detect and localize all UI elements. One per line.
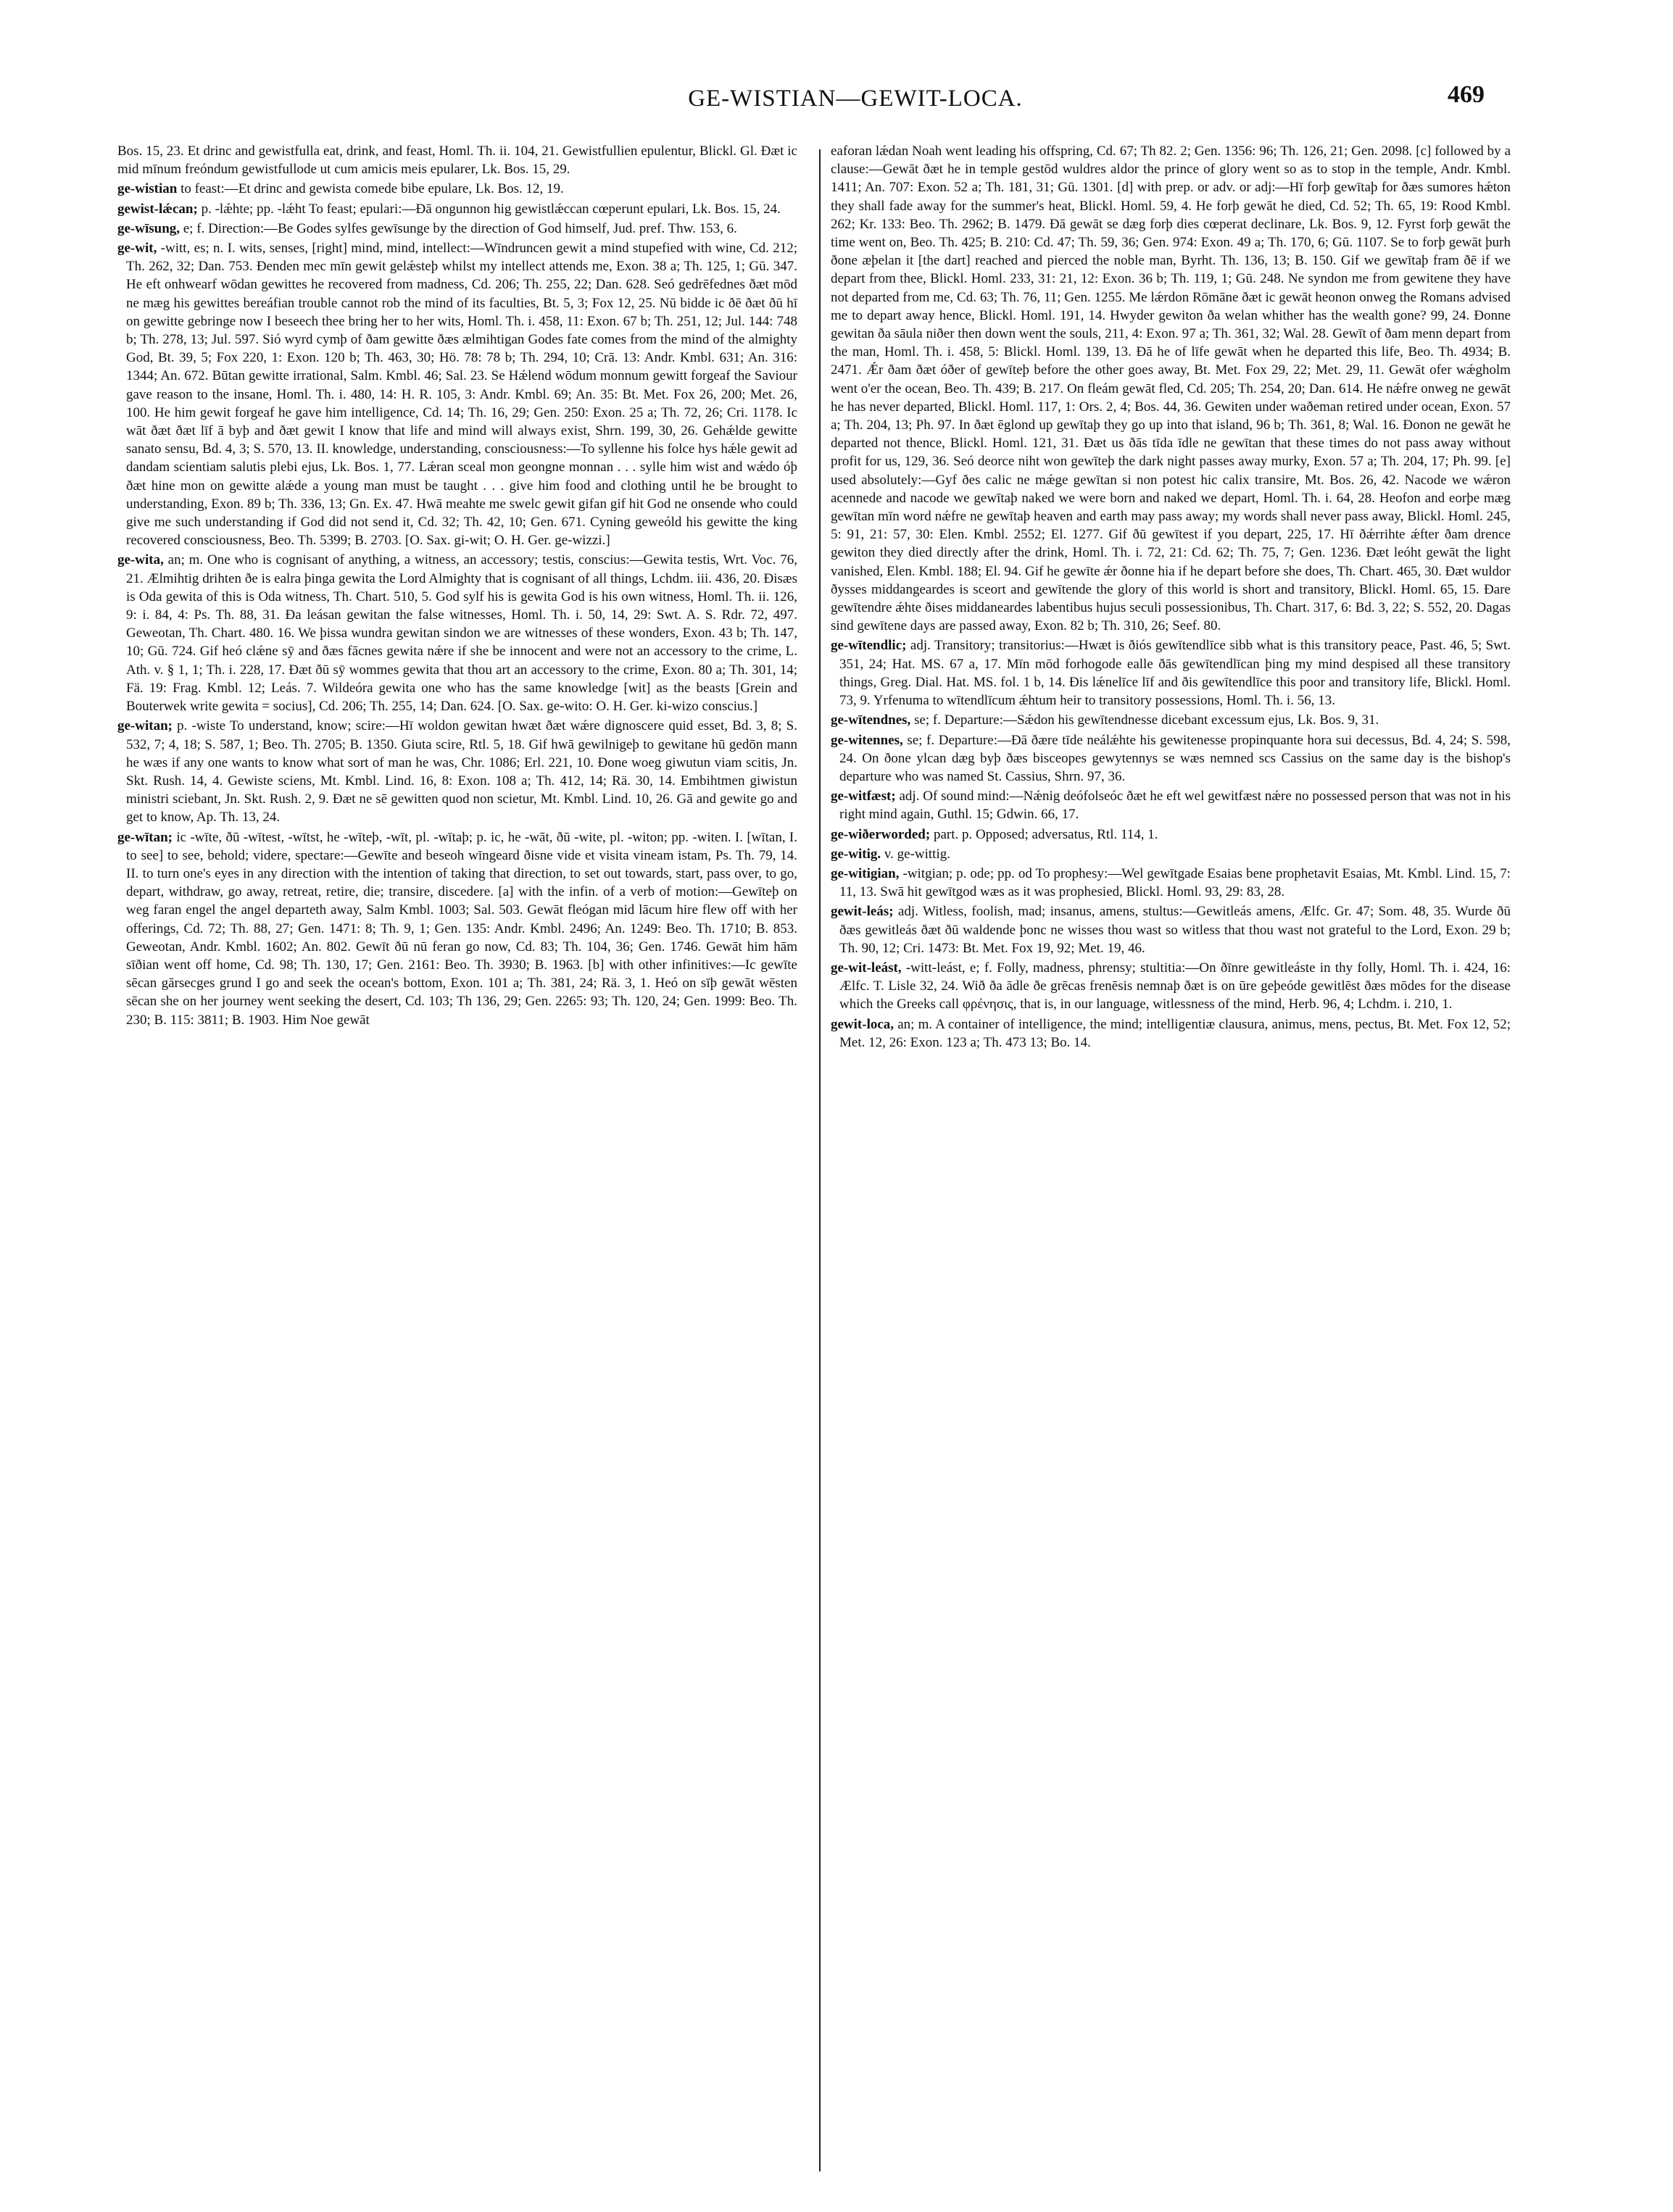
- entry-text: to feast:—Et drinc and gewista comede bibe epulare, Lk. Bos. 12, 19.: [180, 181, 564, 197]
- entry-text: Bos. 15, 23. Et drinc and gewistfulla eat, drink, and feast, Homl. Th. ii. 104, 21. Gewistfullien epulentur, Blickl. Gl. Ðæt ic mid mīnum freóndum gewistfullode ut cum amicis meis epularer, Lk. Bos. 15, 29.: [117, 144, 797, 178]
- entry-text: adj. Transitory; transitorius:—Hwæt is ðiós gewītendlīce sibb what is this transitory peace, Past. 46, 5; Swt. 351, 24; Hat. MS. 67 a, 17. Mīn mōd forhogode ealle ðās gewītendlīcan þing my mind despised all these transitory things, Greg. Dial. Hat. MS. fol. 1 b, 14. Ðis lǽnelīce līf and ðis gewītendlīce this poor and transitory life, Blickl. Homl. 73, 9. Yrfenuma to wītendlīcum ǽhtum heir to transitory possessions, Homl. Th. i. 56, 13.: [839, 638, 1511, 709]
- entry-text: -witt-leást, e; f. Folly, madness, phrensy; stultitia:—On ðīnre gewitleáste in thy folly, Homl. Th. i. 424, 16: Ælfc. T. Lisle 32, 24. Wið ða ādle ðe grēcas frenēsis nemnaþ ðæt is on ūre geþeóde gewitlēst ðæs mōdes for the disease which the Greeks call φρένησις, that is, in our language, witlessness of the mind, Herb. 96, 4; Lchdm. i. 210, 1.: [839, 960, 1511, 1013]
- dictionary-entry: [831, 142, 1511, 635]
- dictionary-entry: [831, 826, 1511, 844]
- entry-text: se; f. Departure:—Sǽdon his gewītendnesse dicebant excessum ejus, Lk. Bos. 9, 31.: [914, 712, 1379, 728]
- dictionary-entry: [831, 845, 1511, 863]
- entry-headword: ge-wit,: [117, 241, 157, 257]
- dictionary-entry: [831, 787, 1511, 823]
- entry-headword: ge-wiðerworded;: [831, 826, 931, 842]
- dictionary-entry: [831, 902, 1511, 957]
- entry-headword: ge-wītendlic;: [831, 638, 907, 654]
- dictionary-entry: [831, 865, 1511, 901]
- dictionary-entry: [117, 828, 797, 1029]
- dictionary-entry: [117, 142, 797, 178]
- entry-text: v. ge-wittig.: [884, 846, 950, 862]
- dictionary-entry: [117, 220, 797, 238]
- dictionary-entry: [117, 239, 797, 549]
- entry-text: part. p. Opposed; adversatus, Rtl. 114, 1.: [933, 826, 1158, 842]
- left-column: [117, 142, 797, 1031]
- entry-headword: ge-wistian: [117, 181, 178, 197]
- dictionary-entry: [831, 1015, 1511, 1052]
- entry-text: ic -wīte, ðū -wītest, -wītst, he -wīteþ, -wīt, pl. -wītaþ; p. ic, he -wāt, ðū -wite, pl. -witon; pp. -witen. I. [wītan, I. to see] to see, behold; videre, spectare:—Gewīte and beseoh wīngeard ðisne vide et visita vineam istam, Ps. Th. 79, 14. II. to turn one's eyes in any direction with the intention of taking that direction, to set out towards, start, pass over, to go, depart, withdraw, go away, retreat, retire, die; transire, discedere. [a] with the infin. of a verb of motion:—Gewīteþ on weg faran engel the angel departeth away, Salm Kmbl. 1003; Sal. 503. Gewāt fleógan mid lācum hire flew off with her offerings, Cd. 72; Th. 88, 27; Gen. 1471: 8; Th. 9, 1; Gen. 135: Andr. Kmbl. 2496; An. 1249: Beo. Th. 1710; B. 853. Geweotan, Andr. Kmbl. 1602; An. 802. Gewīt ðū nū feran go now, Cd. 83; Th. 104, 36; Gen. 1746. Gewāt him hām sīðian went off home, Cd. 98; Th. 130, 17; Gen. 2161: Beo. Th. 3930; B. 1963. [b] with other infinitives:—Ic gewīte sēcan gārsecges grund I go and seek the ocean's bottom, Exon. 101 a; Th. 381, 24; Rä. 3, 1. Heó on sīþ gewāt wēsten sēcan she on her journey went seeking the desert, Cd. 103; Th 136, 29; Gen. 2265: 93; Th. 120, 24; Gen. 1999: Beo. Th. 230; B. 115: 3811; B. 1903. Him Noe gewāt: [126, 829, 798, 1028]
- dictionary-entry: [831, 636, 1511, 710]
- page-header: [0, 81, 1673, 125]
- entry-headword: ge-wita,: [117, 552, 164, 568]
- entry-text: an; m. A container of intelligence, the mind; intelligentiæ clausura, animus, mens, pectus, Bt. Met. Fox 12, 52; Met. 12, 26: Exon. 123 a; Th. 473 13; Bo. 14.: [839, 1016, 1511, 1050]
- entry-headword: ge-wītan;: [117, 829, 173, 845]
- entry-headword: ge-wit-leást,: [831, 960, 902, 976]
- entry-text: e; f. Direction:—Be Godes sylfes gewīsunge by the direction of God himself, Jud. pref. Thw. 153, 6.: [183, 220, 737, 236]
- entry-text: -witgian; p. ode; pp. od To prophesy:—Wel gewītgade Esaias bene prophetavit Esaias, Mt. Kmbl. Lind. 15, 7: 11, 13. Swā hit gewītgod wæs as it was prophesied, Blickl. Homl. 93, 29: 83, 28.: [839, 865, 1511, 900]
- entry-headword: ge-witan;: [117, 718, 173, 734]
- dictionary-entry: [117, 551, 797, 715]
- entry-headword: gewit-leás;: [831, 904, 894, 920]
- entry-text: -witt, es; n. I. wits, senses, [right] mind, mind, intellect:—Wīndruncen gewit a mind stupefied with wine, Cd. 212; Th. 262, 32; Dan. 753. Ðenden mec mīn gewit gelǽsteþ whilst my intellect attends me, Exon. 38 a; Th. 125, 1; Gū. 347. He eft onhwearf wōdan gewittes he recovered from madness, Cd. 206; Th. 255, 22; Dan. 628. Seó gedrēfednes ðæt mōd ne mæg his gewittes bereáfian trouble cannot rob the mind of its faculties, Bt. 5, 3; Fox 12, 25. Nū bidde ic ðē ðæt ðū hī on gewitte gebringe now I beseech thee bring her to her wits, Homl. Th. i. 458, 11: Exon. 67 b; Th. 251, 12; Jul. 144: 748 b; Th. 278, 13; Jul. 597. Sió wyrd cymþ of ðam gewitte ðæs ælmihtigan Godes fate comes from the mind of the almighty God, Bt. 39, 5; Fox 220, 1: Exon. 120 b; Th. 463, 30; Hö. 78: 78 b; Th. 294, 10; Crā. 13: Andr. Kmbl. 631; An. 316: 1344; An. 672. Būtan gewitte irrational, Salm. Kmbl. 46; Sal. 23. Se Hǽlend wōdum monnum gewitt forgeaf the Saviour gave reason to the insane, Homl. Th. i. 480, 14: H. R. 105, 3: Andr. Kmbl. 69; An. 35: Bt. Met. Fox 26, 200; Met. 26, 100. He him gewit forgeaf he gave him intelligence, Cd. 14; Th. 16, 29; Gen. 250: Exon. 25 a; Th. 72, 26; Cri. 1178. Ic wāt ðæt ðæt līf ā byþ and ðæt gewit I know that life and mind will always exist, Shrn. 199, 30, 26. Gehǽlde gewitte sanato sensu, Bd. 4, 3; S. 570, 13. II. knowledge, understanding, consciousness:—To syllenne his folce hys hǽle gewit ad dandam scientiam salutis plebi ejus, Lk. Bos. 1, 77. Lǽran sceal mon geongne monnan . . . sylle him wist and wǽdo óþ ðæt hine mon on gewitte alǽde a young man must be taught . . . give him food and clothing until he be brought to understanding, Exon. 89 b; Th. 336, 13; Gn. Ex. 47. Hwā meahte me swelc gewit gifan gif hit God ne onsende who could give me such understanding if God did not send it, Cd. 32; Th. 42, 10; Gen. 671. Cyning geweóld his gewitte the king recovered consciousness, Beo. Th. 5399; B. 2703. [O. Sax. gi-wit; O. H. Ger. ge-wizzi.]: [126, 241, 797, 549]
- entry-headword: gewist-lǽcan;: [117, 201, 198, 217]
- entry-headword: ge-witig.: [831, 846, 881, 862]
- dictionary-entry: [831, 731, 1511, 786]
- entry-headword: ge-witigian,: [831, 865, 900, 881]
- entry-headword: ge-witfæst;: [831, 789, 896, 804]
- right-column: [831, 142, 1511, 1053]
- page-number: 469: [1448, 81, 1485, 108]
- running-title: GE-WISTIAN—GEWIT-LOCA.: [688, 86, 1023, 112]
- entry-headword: gewit-loca,: [831, 1016, 894, 1032]
- entry-text: p. -wiste To understand, know; scire:—Hī woldon gewitan hwæt ðæt wǽre dignoscere quid esset, Bd. 3, 8; S. 532, 7; 4, 18; S. 587, 1; Beo. Th. 2705; B. 1350. Giuta scire, Rtl. 5, 18. Gif hwā gewilnigeþ to gewitane hū gedōn mann he wæs if any one wants to know what sort of man he was, Chr. 1086; Erl. 221, 10. Ðone woeg giwutun viam scitis, Jn. Skt. Rush. 14, 4. Gewiste sciens, Mt. Kmbl. Lind. 16, 8: Exon. 108 a; Th. 412, 14; Rä. 30, 14. Embihtmen giwistun ministri sciebant, Jn. Skt. Rush. 2, 9. Ðæt ne sē gewitten quod non scietur, Mt. Kmbl. Lind. 10, 26. Gā and gewite go and get to know, Ap. Th. 13, 24.: [126, 718, 798, 826]
- dictionary-entry: [831, 711, 1511, 729]
- entry-text: adj. Of sound mind:—Nǽnig deófolseóc ðæt he eft wel gewitfæst nǽre no possessed person that was not in his right mind again, Guthl. 15; Gdwin. 66, 17.: [839, 789, 1511, 823]
- entry-text: p. -lǽhte; pp. -lǽht To feast; epulari:—Ðā ongunnon hig gewistlǽccan cœperunt epulari, Lk. Bos. 15, 24.: [201, 201, 781, 217]
- entry-headword: ge-wīsung,: [117, 220, 180, 236]
- dictionary-entry: [831, 959, 1511, 1014]
- entry-text: eaforan lǽdan Noah went leading his offspring, Cd. 67; Th 82. 2; Gen. 1356: 96; Th. 126, 21; Gen. 2098. [c] followed by a clause:—Gewāt ðæt he in temple gestōd wuldres aldor the prince of glory went so as to stop in the temple, Andr. Kmbl. 1411; An. 707: Exon. 52 a; Th. 181, 31; Gū. 1301. [d] with prep. or adv. or adj:—Hī forþ gewītaþ for ðæs sumores hǽton they shall fade away for the summer's heat, Blickl. Homl. 59, 4. He forþ gewāt he died, Cd. 52; Th. 65, 19: Rood Kmbl. 262; Kr. 133: Beo. Th. 2962; B. 1479. Ðā gewāt se dæg forþ dies cœperat declinare, Lk. Bos. 9, 12. Fyrst forþ gewāt the time went on, Beo. Th. 425; B. 210: Cd. 47; Th. 59, 36; Gen. 974: Exon. 49 a; Th. 170, 6; Gū. 1107. Se to forþ gewāt þurh ðone æþelan it [the dart] reached and pierced the noble man, Byrht. Th. 136, 13; B. 150. Gif we gewītaþ fram ðē if we depart from thee, Blickl. Homl. 233, 31: 21, 12: Exon. 36 b; Th. 119, 1; Gū. 248. Ne syndon me from gewitene they have not departed from me, Cd. 63; Th. 76, 11; Gen. 1255. Me lǽrdon Rōmāne ðæt ic gewāt heonon onweg the Romans advised me to depart away hence, Blickl. Homl. 191, 14. Hwyder gewiton ða welan whither has the wealth gone? 99, 24. Ðonne gewitan ða sāula niðer then down went the souls, 211, 4: Exon. 97 a; Th. 361, 32; Wal. 28. Gewīt of ðam menn depart from the man, Homl. Th. i. 458, 5: Blickl. Homl. 139, 13. Ðā he of līfe gewāt when he departed this life, Beo. Th. 4934; B. 2471. Ǽr ðam ðæt óðer of gewīteþ before the other goes away, Bt. Met. Fox 29, 22; Met. 29, 11. Gewāt ofer wǽgholm went o'er the ocean, Beo. Th. 439; B. 217. On fleám gewāt fled, Cd. 205; Th. 254, 20; Dan. 614. He nǽfre onweg ne gewāt he has never departed, Blickl. Homl. 117, 1: Ors. 2, 4; Bos. 44, 36. Gewiten under waðeman retired under ocean, Exon. 57 a; Th. 204, 13; Ph. 97. In ðæt ēglond up gewītaþ they go up into that island, 96 b; Th. 361, 8; Wal. 16. Ðonon ne gewāt he departed not thence, Blickl. Homl. 121, 31. Ðæt us ðās tīda īdle ne gewītan that these times do not pass away without profit for us, 129, 36. Seó deorce niht won gewīteþ the dark night passes away murky, Exon. 57 a; Th. 204, 17; Ph. 99. [e] used absolutely:—Gyf ðes calic ne mǽge gewītan si non potest hic calix transire, Mt. Bos. 26, 42. Nacode we wǽron acennede and nacode we gewītaþ naked we were born and naked we depart, Homl. Th. i. 64, 28. Heofon and eorþe mæg gewītan mīn word nǽfre ne gewītaþ heaven and earth may pass away; my words shall never pass away, Blickl. Homl. 245, 5: 91, 21: 57, 30: Elen. Kmbl. 2552; El. 1277. Gif ðū gewītest if you depart, 225, 17. Hī ðǽrrihte ǽfter ðam drence gewiton they died directly after the drink, Homl. Th. i. 72, 21: Cd. 62; Th. 75, 7; Gen. 1236. Ðæt leóht gewāt the light vanished, Elen. Kmbl. 188; El. 94. Gif he gewīte ǽr ðonne hia if he depart before she does, Th. Chart. 465, 30. Ðæt wuldor ðysses middangeardes is sceort and gewītende the glory of this world is short and transitory, Blickl. Homl. 65, 15. Ðare gewītendre ǽhte ðises middaneardes labentibus hujus seculi possessionibus, Th. Chart. 317, 6: Bd. 3, 22; S. 552, 20. Dagas sind gewītene days are passed away, Exon. 82 b; Th. 310, 26; Seef. 80.: [831, 144, 1511, 634]
- entry-headword: ge-witennes,: [831, 732, 903, 748]
- dictionary-entry: [117, 200, 797, 218]
- entry-headword: ge-wītendnes,: [831, 712, 911, 728]
- dictionary-entry: [117, 717, 797, 826]
- entry-text: an; m. One who is cognisant of anything, a witness, an accessory; testis, conscius:—Gewita testis, Wrt. Voc. 76, 21. Ælmihtig drihten ðe is ealra þinga gewita the Lord Almighty that is cognisant of all things, Lchdm. iii. 436, 20. Ðisæs is Oda gewita of this is Oda witness, Th. Chart. 510, 5. God sylf his is gewita God is his own witness, Homl. Th. ii. 126, 9: i. 84, 4: Ps. Th. 88, 31. Ða leásan gewitan the false witnesses, Homl. Th. i. 50, 14, 29: Swt. A. S. Rdr. 72, 497. Geweotan, Th. Chart. 480. 16. We þissa wundra gewitan sindon we are witnesses of these wonders, Exon. 43 b; Th. 147, 10; Gū. 724. Gif heó clǽne sȳ and ðæs fācnes gewita nǽre if she be innocent and were not an accessory to the crime, L. Ath. v. § 1, 1; Th. i. 228, 17. Ðæt ðū sȳ wommes gewita that thou art an accessory to the crime, Exon. 80 a; Th. 301, 14; Fä. 19: Frag. Kmbl. 12; Leás. 7. Wildeóra gewita one who has the same knowledge [wit] as the beasts [Grein and Bouterwek write gewita = socius], Cd. 206; Th. 255, 14; Dan. 624. [O. Sax. ge-wito: O. H. Ger. ki-wizo conscius.]: [126, 552, 797, 715]
- entry-text: adj. Witless, foolish, mad; insanus, amens, stultus:—Gewitleás amens, Ælfc. Gr. 47; Som. 48, 35. Wurde ðū ðæs gewitleás ðæt ðū waldende þonc ne wisses thou wast so witless that thou wast not grateful to the Lord, Exon. 29 b; Th. 90, 12; Cri. 1473: Bt. Met. Fox 19, 92; Met. 19, 46.: [839, 904, 1511, 956]
- column-divider: [819, 149, 821, 2171]
- entry-text: se; f. Departure:—Ðā ðære tīde neálǽhte his gewitenesse propinquante hora sui decessus, Bd. 4, 24; S. 598, 24. On ðone ylcan dæg byþ ðæs bisceopes gewytennys se wæs nemned scs Cassius on the same day is the bishop's departure who was named St. Cassius, Shrn. 97, 36.: [839, 732, 1511, 784]
- dictionary-entry: [117, 180, 797, 198]
